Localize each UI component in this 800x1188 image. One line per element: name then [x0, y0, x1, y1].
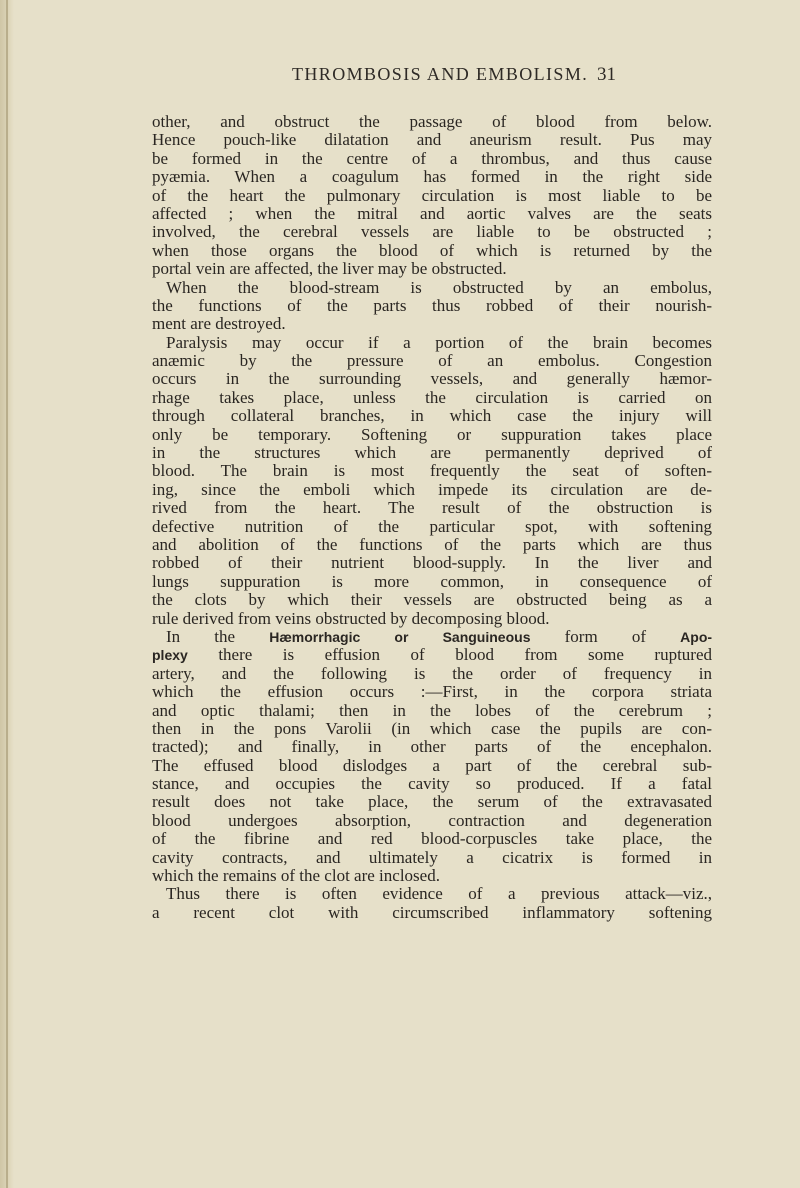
- text-line: ing, since the emboli which impede its circulation are de-: [152, 480, 712, 499]
- term-haemorrhagic: Hæmorrhagic: [269, 628, 361, 645]
- body-text: [152, 113, 712, 922]
- text-line: occurs in the surrounding vessels, and generally hæmor-: [152, 370, 712, 389]
- text-line: rived from the heart. The result of the obstruction is: [152, 499, 712, 518]
- text-line: ment are destroyed.: [152, 315, 286, 334]
- text-line: blood. The brain is most frequently the seat of soften-: [152, 462, 712, 481]
- text-line: lungs suppuration is more common, in consequence of: [152, 572, 712, 591]
- text-line-continued: plexy there is effusion of blood from some ruptured: [152, 646, 712, 665]
- text-line: The effused blood dislodges a part of the cerebral sub-: [152, 756, 712, 775]
- text-line: tracted); and finally, in other parts of the encephalon.: [152, 738, 712, 757]
- term-sanguineous: Sanguineous: [442, 628, 531, 645]
- text-line: involved, the cerebral vessels are liable to be obstructed ;: [152, 223, 712, 242]
- text-line: other, and obstruct the passage of blood from below.: [152, 113, 712, 131]
- text-line: defective nutrition of the particular spot, with softening: [152, 517, 712, 536]
- text-line: robbed of their nutrient blood-supply. In the liver and: [152, 554, 712, 573]
- text-line: a recent clot with circumscribed inflammatory softening: [152, 903, 712, 922]
- text-line: portal vein are affected, the liver may be obstructed.: [152, 260, 507, 279]
- text-line: Thus there is often evidence of a previous attack—viz.,: [166, 885, 712, 904]
- text-line: stance, and occupies the cavity so produced. If a fatal: [152, 775, 712, 794]
- page-number: 31: [597, 64, 616, 85]
- text-line: anæmic by the pressure of an embolus. Congestion: [152, 352, 712, 371]
- text-line: when those organs the blood of which is returned by the: [152, 241, 712, 260]
- text-line: pyæmia. When a coagulum has formed in the right side: [152, 168, 712, 187]
- text-line: When the blood-stream is obstructed by an embolus,: [166, 278, 712, 297]
- text-line: rule derived from veins obstructed by decomposing blood.: [152, 609, 550, 628]
- term-apoplexy-end: plexy: [152, 647, 188, 664]
- text-line-with-terms: [152, 646, 712, 664]
- text-fragment: In the: [166, 627, 236, 646]
- text-line: Hence pouch-like dilatation and aneurism result. Pus may: [152, 131, 712, 150]
- running-head: [60, 64, 740, 88]
- text-line: in the structures which are permanently deprived of: [152, 444, 712, 463]
- page-binding-line: [6, 0, 8, 1188]
- text-line: result does not take place, the serum of the extravasated: [152, 793, 712, 812]
- page-header-title: THROMBOSIS AND EMBOLISM.: [292, 64, 589, 84]
- text-line-with-terms: [152, 628, 712, 646]
- text-line: affected ; when the mitral and aortic valves are the seats: [152, 204, 712, 223]
- text-line: only be temporary. Softening or suppuration takes place: [152, 425, 712, 444]
- text-line: through collateral branches, in which case the injury will: [152, 407, 712, 426]
- text-line: and optic thalami; then in the lobes of the cerebrum ;: [152, 701, 712, 720]
- text-line: blood undergoes absorption, contraction and degeneration: [152, 811, 712, 830]
- text-line: then in the pons Varolii (in which case the pupils are con-: [152, 719, 712, 738]
- text-line: the functions of the parts thus robbed of their nourish-: [152, 296, 712, 315]
- text-line: cavity contracts, and ultimately a cicatrix is formed in: [152, 848, 712, 867]
- text-line: of the heart the pulmonary circulation is most liable to be: [152, 186, 712, 205]
- text-line: rhage takes place, unless the circulation is carried on: [152, 388, 712, 407]
- text-line: of the fibrine and red blood-corpuscles take place, the: [152, 830, 712, 849]
- text-line: which the effusion occurs :—First, in the corpora striata: [152, 683, 712, 702]
- text-line: artery, and the following is the order of frequency in: [152, 664, 712, 683]
- term-apoplexy-start: Apo-: [680, 628, 712, 645]
- text-line: Paralysis may occur if a portion of the brain becomes: [166, 333, 712, 352]
- text-fragment: form of: [564, 627, 646, 646]
- text-line: and abolition of the functions of the parts which are thus: [152, 535, 712, 554]
- term-or: or: [394, 628, 409, 645]
- text-line: which the remains of the clot are inclosed.: [152, 867, 440, 886]
- text-line: be formed in the centre of a thrombus, and thus cause: [152, 149, 712, 168]
- text-line: the clots by which their vessels are obstructed being as a: [152, 591, 712, 610]
